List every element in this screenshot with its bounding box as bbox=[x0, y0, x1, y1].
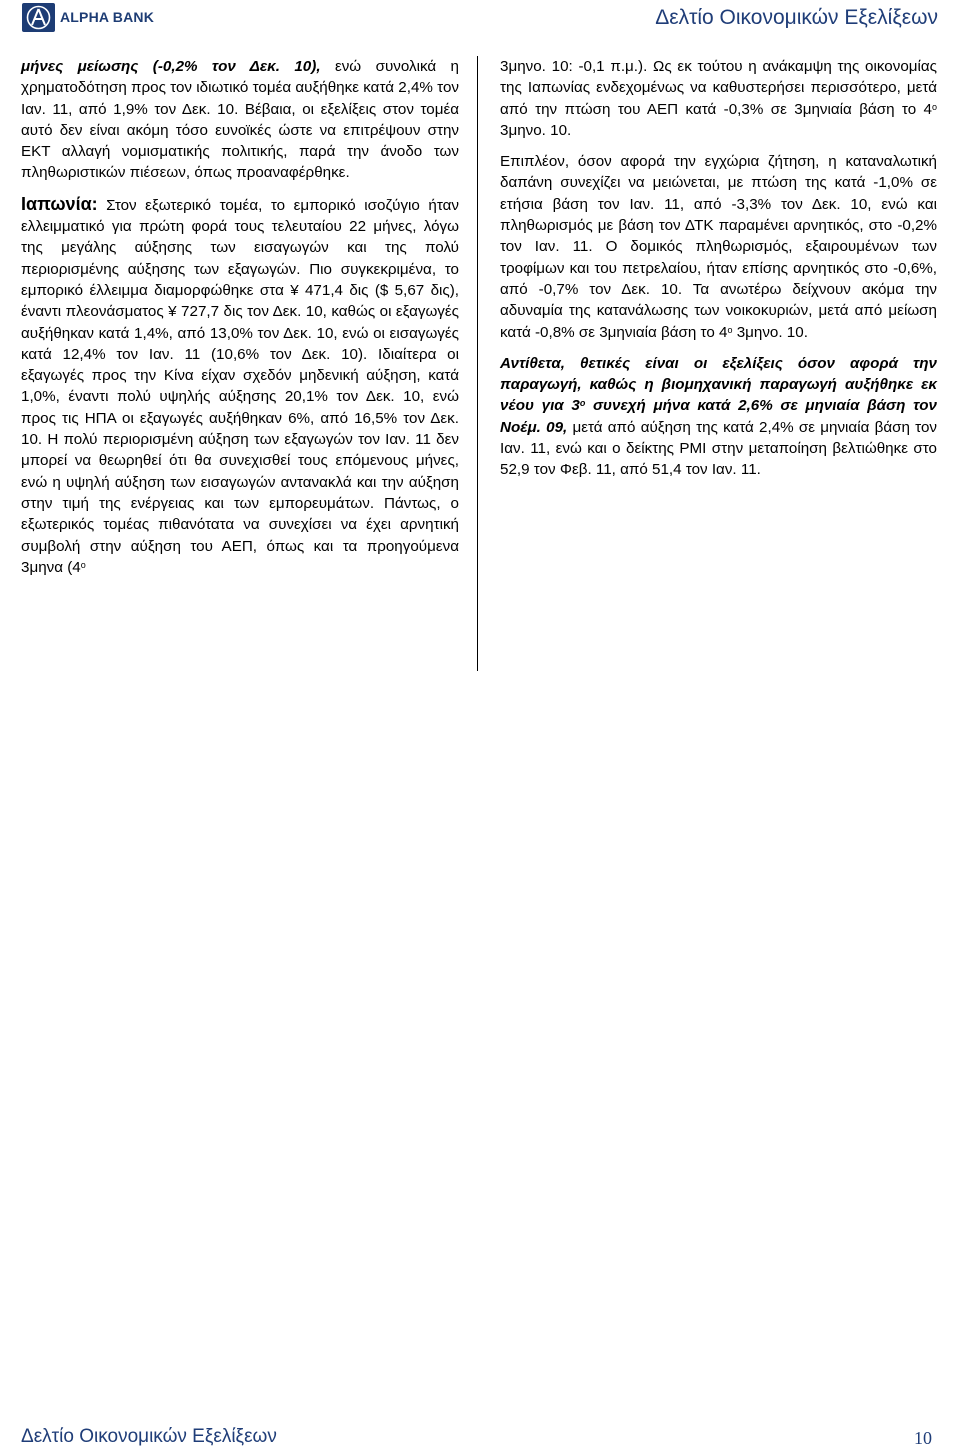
paragraph-text: 3μηνο. 10: -0,1 π.μ.). Ως εκ τούτου η ανάκαμψη της οικονομίας της Ιαπωνίας ενδεχομένως να καθυστερήσει περισσότερο, μετά από την πτώση του ΑΕΠ κατά -0,3% σε 3μηνιαία βάση το 4 bbox=[500, 58, 937, 118]
paragraph-text: μετά από αύξηση της κατά 2,4% σε μηνιαία βάση τον Ιαν. 11, ενώ και ο δείκτης PMI στην μεταποίηση βελτιώθηκε στο 52,9 τον Φεβ. 11, από 51,4 τον Ιαν. 11. bbox=[500, 418, 937, 479]
alpha-bank-logo-icon bbox=[22, 3, 55, 32]
superscript: ο bbox=[579, 398, 586, 409]
highlight-text: Αντίθετα, θετικές είναι οι εξελίξεις όσον αφορά την παραγωγή, καθώς η βιομηχανική παραγωγή αυξήθηκε εκ νέου για 3 bbox=[500, 354, 937, 415]
superscript: ο bbox=[80, 559, 86, 570]
paragraph-text: 3μηνο. 10. bbox=[732, 323, 808, 341]
footer-title: Δελτίο Οικονομικών Εξελίξεων bbox=[21, 1426, 277, 1447]
paragraph-domestic-demand bbox=[500, 151, 937, 343]
column-divider bbox=[477, 56, 478, 671]
superscript: ο bbox=[727, 324, 733, 335]
paragraph-text: ενώ συνολικά η χρηματοδότηση προς τον ιδιωτικό τομέα αυξήθηκε κατά 2,4% τον Ιαν. 11, από 1,9% τον Δεκ. 10. Βέβαια, οι εξελίξεις στον τομέα αυτό δεν είναι ακόμη τόσο ευνοϊκές ώστε να επιτρέψουν στην ΕΚΤ αλλαγή νομισματικής πολιτικής, παρά την άνοδο των πληθωριστικών πιέσεων, όπως προαναφέρθηκε. bbox=[21, 58, 459, 182]
paragraph-recovery bbox=[500, 56, 937, 141]
paragraph-production bbox=[500, 353, 937, 481]
paragraph-text: Στον εξωτερικό τομέα, το εμπορικό ισοζύγιο ήταν ελλειμματικό για πρώτη φορά τους τελευταίου 22 μήνες, λόγω της μεγάλης αύξησης των εισαγωγών και της πολύ περιορισμένης αύξησης των εξαγωγών. Πιο συγκεκριμένα, το εμπορικό έλλειμμα διαμορφώθηκε στα ¥ 471,4 δις ($ 5,67 δις), έναντι πλεονάσματος ¥ 727,7 δις τον Δεκ. 10, καθώς οι εξαγωγές αυξήθηκαν κατά 1,4%, από 13,0% τον Δεκ. 10, ενώ οι εισαγωγές κατά 12,4% τον Ιαν. 11 (10,6% τον Δεκ. 10). Ιδιαίτερα οι εξαγωγές προς την Κίνα είχαν σχεδόν μηδενική αύξηση, κατά 1,0%, έναντι πολύ υψηλής αύξησης 20,1% τον Δεκ. 10, ενώ προς τις ΗΠΑ οι εξαγωγές αυξήθηκαν 6%, από 16,5% τον Δεκ. 10. Η πολύ περιορισμένη αύξηση των εξαγωγών τον Ιαν. 11 δεν μπορεί να θεωρηθεί ότι θα συνεχισθεί τους επόμενους μήνες, ενώ η υψηλή αύξηση των εισαγωγών αντανακλά και την αύξηση στην τιμή της ενέργειας και των εμπορευμάτων. Πάντως, ο εξωτερικός τομέας πιθανότατα να συνεχίσει να έχει αρνητική συμβολή στην αύξηση του ΑΕΠ, όπως και τα προηγούμενα 3μηνα (4 bbox=[21, 196, 459, 576]
header-title: Δελτίο Οικονομικών Εξελίξεων bbox=[655, 6, 938, 29]
logo-text: ALPHA BANK bbox=[60, 9, 155, 25]
highlight-text: μήνες μείωσης (-0,2% τον Δεκ. 10), bbox=[21, 58, 321, 75]
page-header bbox=[0, 0, 960, 40]
page-number: 10 bbox=[914, 1428, 932, 1448]
highlight-text: συνεχή μήνα κατά 2,6% σε μηνιαία βάση τον Νοέμ. 09, bbox=[500, 397, 938, 436]
superscript: ο bbox=[931, 101, 937, 112]
right-column bbox=[500, 56, 937, 491]
left-column bbox=[21, 56, 459, 588]
paragraph-text: Επιπλέον, όσον αφορά την εγχώρια ζήτηση, η καταναλωτική δαπάνη συνεχίζει να μειώνεται, με πτώση της κατά -1,0% σε ετήσια βάση τον Ιαν. 11, από -3,3% τον Δεκ. 10, ενώ και πληθωρισμός με βάση τον ΔΤΚ παραμένει αρνητικός, στο -0,2% τον Ιαν. 11. Ο δομικός πληθωρισμός, εξαιρουμένων των τροφίμων και του πετρελαίου, ήταν επίσης αρνητικός στο -0,6%, από -0,7% τον Δεκ. 10. Τα ανωτέρω δείχνουν ακόμα την αδυναμία της κατανάλωσης των νοικοκυριών, μετά από μείωση κατά -0,8% σε 3μηνιαία βάση το 4 bbox=[500, 153, 937, 341]
paragraph-japan bbox=[21, 194, 459, 578]
section-heading-japan: Ιαπωνία: bbox=[21, 193, 98, 214]
paragraph-text: 3μηνο. 10. bbox=[500, 121, 572, 139]
paragraph-credit bbox=[21, 56, 459, 184]
